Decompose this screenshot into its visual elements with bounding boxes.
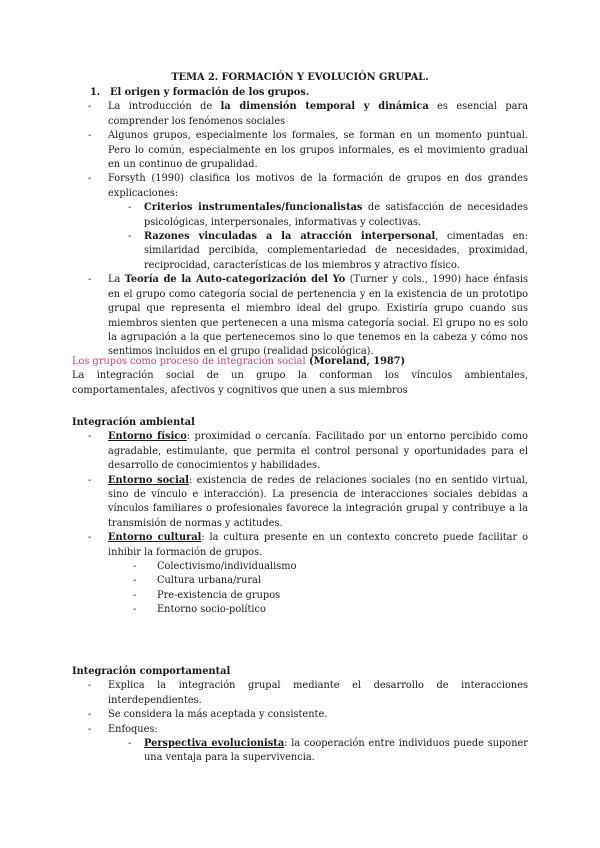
heading-ambiental: Integración ambiental xyxy=(72,417,195,428)
section-origen xyxy=(72,86,528,360)
cultural-item: - Colectivismo/individualismo xyxy=(72,560,528,574)
section-heading-text: El origen y formación de los grupos. xyxy=(110,87,310,98)
bullet-aceptada: - Se considera la más aceptada y consistente. xyxy=(72,708,528,722)
subbullet-evolucionista: - Perspectiva evolucionista: la cooperación entre individuos puede suponer una ventaja para la supervivencia. xyxy=(72,737,528,766)
section-number: 1. xyxy=(90,87,101,98)
bullet-dimension-temporal: - La introducción de la dimensión temporal y dinámica es esencial para comprender los fenómenos sociales xyxy=(72,100,528,129)
cultural-item: - Pre-existencia de grupos xyxy=(72,589,528,603)
cultural-item: - Cultura urbana/rural xyxy=(72,574,528,588)
cultural-item: - Entorno socio-político xyxy=(72,603,528,617)
bullet-forsyth: - Forsyth (1990) clasifica los motivos de la formación de grupos en dos grandes explicaciones: xyxy=(72,172,528,201)
subbullet-razones: - Razones vinculadas a la atracción interpersonal, cimentadas en: similaridad percibida, complementariedad de necesidades, proximidad, reciprocidad, características de los miembros y atractivo físico. xyxy=(72,230,528,273)
bullet-entorno-social: - Entorno social: existencia de redes de relaciones sociales (no en sentido virtual, sino de vínculo e interacción). La presencia de interacciones sociales debidas a vínculos familiares o profesionales favorece la integración grupal y contribuye a la transmisión de normas y actitudes. xyxy=(72,474,528,532)
bullet-entorno-cultural: - Entorno cultural: la cultura presente en un contexto concreto puede facilitar o inhibir la formación de grupos. xyxy=(72,531,528,560)
section-heading-integracion: Los grupos como proceso de integración social (Moreland, 1987) xyxy=(72,356,406,367)
bullet-entorno-fisico: - Entorno físico: proximidad o cercanía. Facilitado por un entorno percibido como agradable, estimulante, que permita el control personal y oportunidades para el desarrollo de conocimientos y habilidades. xyxy=(72,430,528,473)
intro-integracion: La integración social de un grupo la conforman los vínculos ambientales, comportamentales, afectivos y cognitivos que unen a sus miembros xyxy=(72,370,528,396)
bullet-enfoques: - Enfoques: xyxy=(72,723,528,737)
subbullet-criterios: - Criterios instrumentales/funcionalistas de satisfacción de necesidades psicológicas, interpersonales, informativas y colectivas. xyxy=(72,201,528,230)
document-title: TEMA 2. FORMACIÓN Y EVOLUCIÓN GRUPAL. xyxy=(171,72,429,83)
section-comportamental xyxy=(72,665,528,766)
bullet-grupos-formales: - Algunos grupos, especialmente los formales, se forman en un momento puntual. Pero lo común, especialmente en los grupos informales, es el movimiento gradual en un continuo de grupalidad. xyxy=(72,129,528,172)
heading-comportamental: Integración comportamental xyxy=(72,666,231,677)
section-integracion-social xyxy=(72,355,528,398)
bullet-interacciones: - Explica la integración grupal mediante el desarrollo de interacciones interdependientes. xyxy=(72,679,528,708)
section-heading-origen xyxy=(72,86,528,100)
section-ambiental xyxy=(72,416,528,618)
bullet-teoria-autocategorizacion: - La Teoría de la Auto-categorización del Yo (Turner y cols., 1990) hace énfasis en el grupo como categoría social de pertenencia y en la existencia de un prototipo grupal que representa el miembro ideal del grupo. Existiría grupo cuando sus miembros sienten que pertenecen a una misma categoría social. El grupo no es solo la agrupación a la que pertenecemos sino lo que tenemos en la cabeza y cómo nos sentimos incluidos en el grupo (realidad psicológica). xyxy=(72,273,528,359)
